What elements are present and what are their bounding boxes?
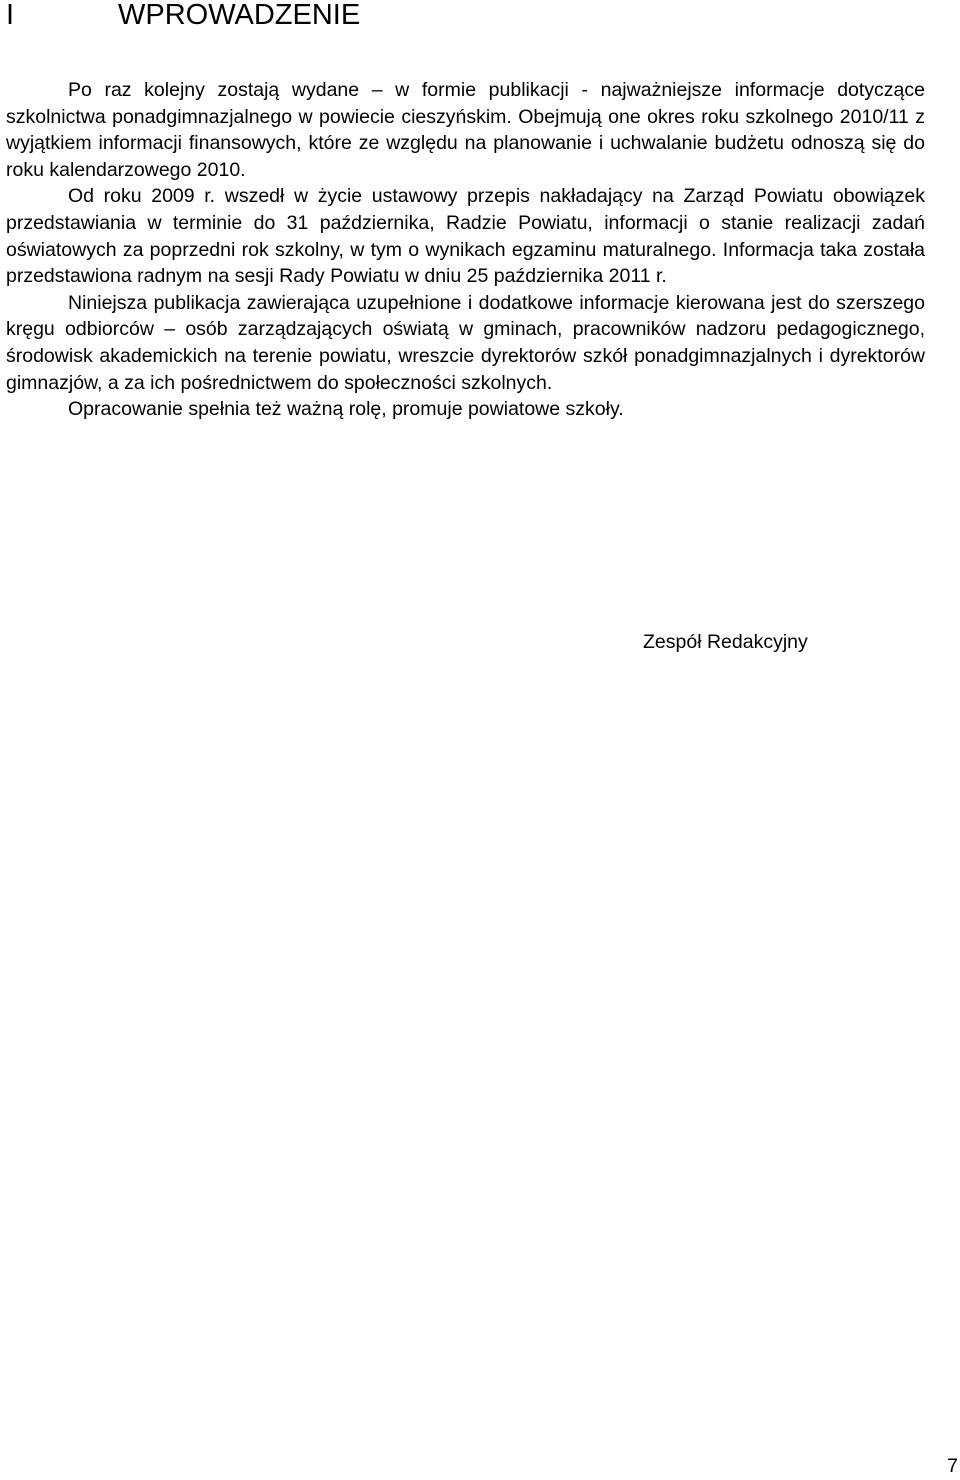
chapter-number: I <box>6 0 15 31</box>
body-text <box>6 77 925 423</box>
paragraph-legal-requirement: Od roku 2009 r. wszedł w życie ustawowy przepis nakładający na Zarząd Powiatu obowiązek przedstawiania w terminie do 31 października, Radzie Powiatu, informacji o stanie realizacji zadań oświatowych za poprzedni rok szkolny, w tym o wynikach egzaminu maturalnego. Informacja taka została przedstawiona radnym na sesji Rady Powiatu w dniu 25 października 2011 r. <box>6 185 925 288</box>
paragraph-intro: Po raz kolejny zostają wydane – w formie publikacji - najważniejsze informacje dotyczące szkolnictwa ponadgimnazjalnego w powiecie cieszyńskim. Obejmują one okres roku szkolnego 2010/11 z wyjątkiem informacji finansowych, które ze względu na planowanie i uchwalanie budżetu odnoszą się do roku kalendarzowego 2010. <box>6 79 925 181</box>
editorial-signature: Zespół Redakcyjny <box>643 631 808 653</box>
paragraph-audience: Niniejsza publikacja zawierająca uzupełnione i dodatkowe informacje kierowana jest do szerszego kręgu odbiorców – osób zarządzających oświatą w gminach, pracowników nadzoru pedagogicznego, środowisk akademickich na terenie powiatu, wreszcie dyrektorów szkół ponadgimnazjalnych i dyrektorów gimnazjów, a za ich pośrednictwem do społeczności szkolnych. <box>6 291 925 394</box>
paragraph-closing: Opracowanie spełnia też ważną rolę, promuje powiatowe szkoły. <box>68 398 624 421</box>
chapter-title: WPROWADZENIE <box>118 0 361 31</box>
page-number: 7 <box>947 1455 958 1477</box>
